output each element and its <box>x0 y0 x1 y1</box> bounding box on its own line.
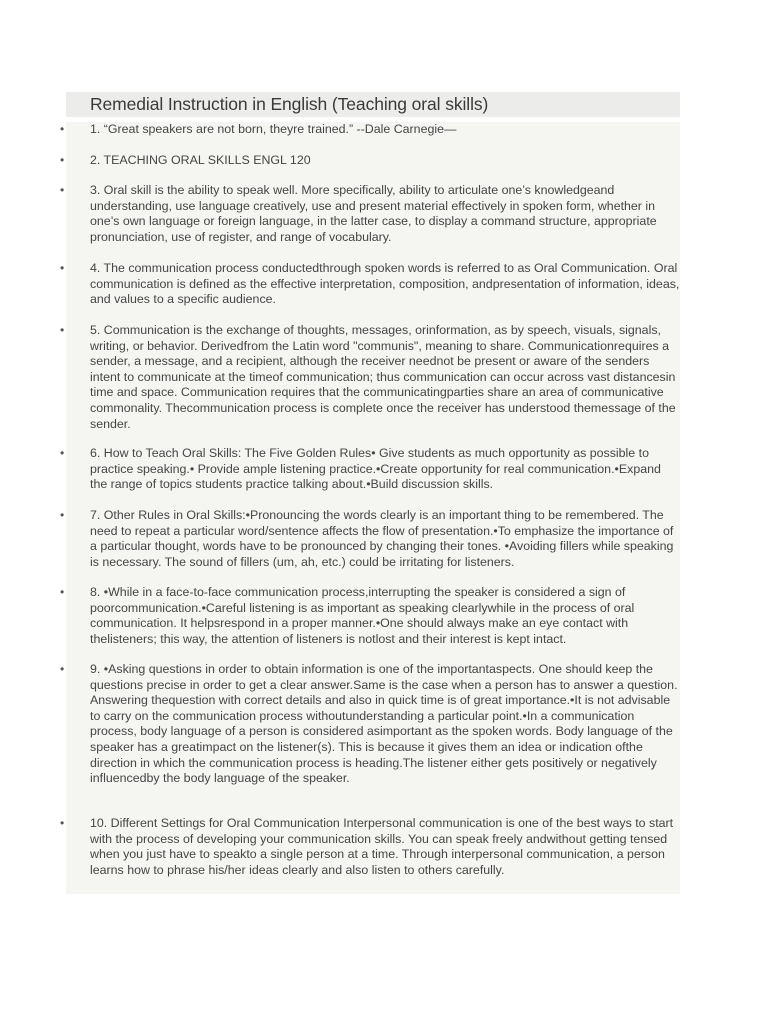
document <box>60 92 680 894</box>
bullet-icon: • <box>60 261 65 275</box>
list-item-text: 2. TEACHING ORAL SKILLS ENGL 120 <box>90 153 311 167</box>
bullet-icon: • <box>60 585 65 599</box>
list-item <box>60 323 680 432</box>
bullet-icon: • <box>60 153 65 167</box>
list-item-text: 5. Communication is the exchange of thoughts, messages, orinformation, as by speech, visuals, signals, writing, or behavior. Derivedfrom the Latin word "communis", meaning to share. Communicationrequires a sender, a message, and a recipient, although the receiver neednot be present or aware of the senders intent to communicate at the timeof communication; thus communication can occur across vast distancesin time and space. Communication requires that the communicatingparties share an area of communicative commonality. Thecommunication process is complete once the receiver has understood themessage of the sender. <box>90 323 676 431</box>
list-item <box>60 662 680 787</box>
list-item-text: 1. “Great speakers are not born, theyre trained.” --Dale Carnegie— <box>90 122 457 136</box>
list-item <box>60 446 680 493</box>
list-item <box>60 816 680 878</box>
bullet-icon: • <box>60 508 65 522</box>
list-item-text: 7. Other Rules in Oral Skills:•Pronouncing the words clearly is an important thing to be remembered. The need to repeat a particular word/sentence affects the flow of presentation.•To emphasize the importance of a particular thought, words have to be pronounced by changing their tones. •Avoiding fillers while speaking is necessary. The sound of fillers (um, ah, etc.) could be irritating for listeners. <box>90 508 674 569</box>
list-item-text: 6. How to Teach Oral Skills: The Five Golden Rules• Give students as much opportunity as possible to practice speaking.• Provide ample listening practice.•Create opportunity for real communication.•Expand the range of topics students practice talking about.•Build discussion skills. <box>90 446 661 492</box>
list-item <box>60 122 680 138</box>
list-item-text: 8. •While in a face-to-face communication process,interrupting the speaker is considered a sign of poorcommunication.•Careful listening is as important as speaking clearlywhile in the process of oral communication. It helpsrespond in a proper manner.•One should always make an eye contact with thelisteners; this way, the attention of listeners is notlost and their interest is kept intact. <box>90 585 635 646</box>
bullet-icon: • <box>60 323 65 337</box>
list-item-text: 10. Different Settings for Oral Communication Interpersonal communication is one of the best ways to start with the process of developing your communication skills. You can speak freely andwithout getting tensed when you just have to speakto a single person at a time. Through interpersonal communication, a person learns how to phrase his/her ideas clearly and also listen to others carefully. <box>90 816 674 877</box>
list-item-text: 9. •Asking questions in order to obtain information is one of the importantaspects. One should keep the questions precise in order to get a clear answer.Same is the case when a person has to answer a question. Answering thequestion with correct details and also in quick time is of great importance.•It is not advisable to carry on the communication process withoutunderstanding a particular point.•In a communication process, body language of a person is considered asimportant as the spoken words. Body language of the speaker has a greatimpact on the listener(s). This is because it gives them an idea or indication ofthe direction in which the communication process is heading.The listener either gets positively or negatively influencedby the body language of the speaker. <box>90 662 678 786</box>
list-item <box>60 585 680 647</box>
list-item-text: 3. Oral skill is the ability to speak well. More specifically, ability to articulate one’s knowledgeand understanding, use language creatively, use and present material effectively in spoken form, whether in one’s own language or foreign language, in the latter case, to display a command structure, appropriate pronunciation, use of register, and range of vocabulary. <box>90 183 657 244</box>
title-bar <box>66 92 680 117</box>
list-item <box>60 508 680 570</box>
document-title: Remedial Instruction in English (Teaching oral skills) <box>90 94 489 114</box>
bullet-icon: • <box>60 816 65 830</box>
document-content <box>60 122 680 894</box>
list-item <box>60 153 680 169</box>
bullet-icon: • <box>60 183 65 197</box>
list-item-text: 4. The communication process conductedthrough spoken words is referred to as Oral Communication. Oral communication is defined as the effective interpretation, composition, andpresentation of information, ideas, and values to a specific audience. <box>90 261 680 307</box>
list-item <box>60 183 680 245</box>
list-item <box>60 261 680 308</box>
bullet-icon: • <box>60 446 65 460</box>
bullet-icon: • <box>60 662 65 676</box>
bullet-icon: • <box>60 122 65 136</box>
